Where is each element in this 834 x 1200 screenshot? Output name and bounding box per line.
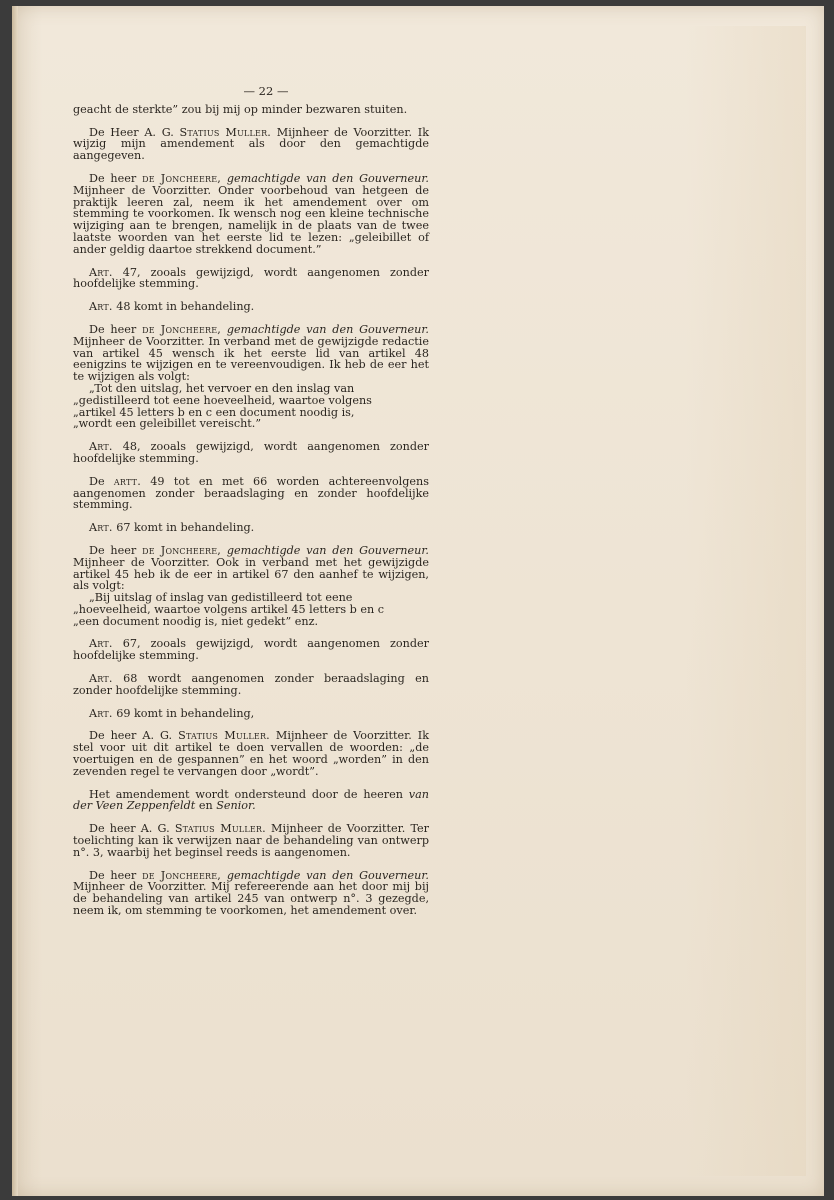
quote-line: „Tot den uitslag, het vervoer en den inslag van	[89, 381, 355, 395]
speaker-name: de Joncheere,	[142, 543, 222, 557]
quoted-amendment	[73, 383, 429, 430]
italic-text: gemachtigde van den Gouverneur.	[226, 543, 429, 557]
paragraph	[73, 730, 429, 777]
quote-line: „Bij uitslag of inslag van gedistilleerd tot eene	[89, 591, 353, 605]
paragraph	[73, 870, 429, 917]
text-run: 48 komt in behandeling.	[112, 300, 255, 314]
speaker-name: de Joncheere,	[142, 171, 222, 185]
paper-discoloration	[686, 26, 806, 1176]
quote-line: „hoeveelheid, waartoe volgens artikel 45 letters b en c	[73, 602, 385, 616]
text-run: Mijnheer de Voorzitter. Onder voorbehoud van hetgeen de praktijk leeren zal, neem ik het amendement over om stemming te voorkomen. Ik wensch nog een kleine technische wijziging aan te brengen, namelijk in de plaats van de twee laatste woorden van het eerste lid te lezen: „geleibillet of ander geldig daartoe strekkend document.”	[73, 183, 429, 256]
italic-text: van der Veen Zeppenfeldt	[73, 787, 429, 813]
speaker-name: Art.	[89, 637, 113, 651]
text-run: Mijnheer de Voorzitter. Ik wijzig mijn amendement als door den gemachtigde aangegeven.	[73, 125, 430, 163]
text-run: De heer	[89, 543, 143, 557]
text-run: Mijnheer de Voorzitter. Ik stel voor uit dit artikel te doen vervallen de woorden: „de voertuigen en de gespannen” en het woord „worden” in den zevenden regel te vervangen door „wordt”.	[73, 729, 430, 778]
speaker-name: de Joncheere,	[142, 868, 222, 882]
italic-text: gemachtigde van den Gouverneur.	[226, 322, 429, 336]
text-run: en	[195, 799, 217, 813]
text-run: Het amendement wordt ondersteund door de heeren	[89, 787, 409, 801]
text-run: Mijnheer de Voorzitter. Ook in verband met het gewijzigde artikel 45 heb ik de eer in artikel 67 den aanhef te wijzigen, als volgt:	[73, 555, 429, 593]
text-run: 67 komt in behandeling.	[112, 521, 255, 535]
text-run: 48, zooals gewijzigd, wordt aangenomen zonder hoofdelijke stemming.	[73, 440, 429, 465]
speaker-name: Statius Muller.	[178, 729, 270, 743]
speaker-name: Art.	[89, 265, 113, 279]
paragraph	[73, 127, 429, 162]
paragraph	[73, 545, 429, 592]
paragraph	[73, 104, 429, 116]
paragraph	[73, 673, 429, 697]
text-run: De heer A. G.	[89, 729, 179, 743]
paragraph	[73, 441, 429, 465]
text-run: geacht de sterkte” zou bij mij op minder bezwaren stuiten.	[73, 102, 408, 116]
italic-text: gemachtigde van den Gouverneur.	[226, 171, 429, 185]
paragraph	[73, 789, 429, 813]
page-number: — 22 —	[243, 84, 289, 98]
text-run: Mijnheer de Voorzitter. Mij refereerende aan het door mij bij de behandeling van artikel 245 van ontwerp n°. 3 gezegde, neem ik, om stemming te voorkomen, het amendement over.	[73, 880, 429, 918]
paragraph	[73, 823, 429, 858]
speaker-name: Art.	[89, 672, 113, 686]
text-run: 67, zooals gewijzigd, wordt aangenomen zonder hoofdelijke stemming.	[73, 637, 429, 663]
paragraph	[73, 638, 429, 662]
paragraph	[73, 301, 429, 313]
speaker-name: Art.	[89, 521, 113, 535]
quote-line: „artikel 45 letters b en c een document noodig is,	[73, 405, 355, 419]
text-run: De heer	[89, 322, 143, 336]
speaker-name: Statius Muller.	[174, 822, 266, 836]
page-fold-edge	[12, 6, 18, 1196]
text-run: 49 tot en met 66 worden achtereenvolgens aangenomen zonder beraadslaging en zonder hoofdelijke stemming.	[73, 474, 429, 512]
quote-line: „wordt een geleibillet vereischt.”	[73, 417, 262, 431]
text-run: De	[89, 474, 114, 488]
quoted-amendment	[73, 592, 429, 627]
text-run: Mijnheer de Voorzitter. Ter toelichting kan ik verwijzen naar de behandeling van ontwerp n°. 3, waarbij het beginsel reeds is aangenomen.	[73, 822, 430, 859]
text-run: De heer	[89, 171, 143, 185]
paragraph	[73, 324, 429, 383]
speaker-name: artt.	[113, 474, 141, 488]
speaker-name: Art.	[89, 440, 113, 454]
speaker-name: Art.	[89, 706, 113, 720]
italic-text: Senior.	[216, 799, 256, 813]
quote-line: „een document noodig is, niet gedekt” enz.	[73, 614, 319, 628]
document-body	[73, 104, 429, 917]
paragraph	[73, 173, 429, 256]
text-run: De heer	[89, 868, 143, 882]
text-run: 68 wordt aangenomen zonder beraadslaging en zonder hoofdelijke stemming.	[73, 672, 429, 697]
speaker-name: Statius Muller.	[179, 125, 272, 139]
italic-text: gemachtigde van den Gouverneur.	[226, 868, 429, 882]
paragraph	[73, 476, 429, 511]
text-run: 47, zooals gewijzigd, wordt aangenomen zonder hoofdelijke stemming.	[73, 265, 429, 291]
quote-line: „gedistilleerd tot eene hoeveelheid, waartoe volgens	[73, 393, 372, 407]
document-text-column	[73, 86, 429, 928]
text-run: De Heer A. G.	[89, 125, 180, 139]
paragraph	[73, 267, 429, 291]
paragraph	[73, 522, 429, 534]
text-run: De heer A. G.	[89, 822, 175, 836]
text-run: Mijnheer de Voorzitter. In verband met de gewijzigde redactie van artikel 45 wensch ik het eerste lid van artikel 48 eenigzins te wijzigen en te vereenvoudigen. Ik heb de eer het te wijzigen als volgt:	[73, 334, 429, 384]
paragraph	[73, 708, 429, 720]
speaker-name: Art.	[89, 300, 113, 314]
speaker-name: de Joncheere,	[142, 322, 222, 336]
text-run: 69 komt in behandeling,	[112, 706, 255, 720]
